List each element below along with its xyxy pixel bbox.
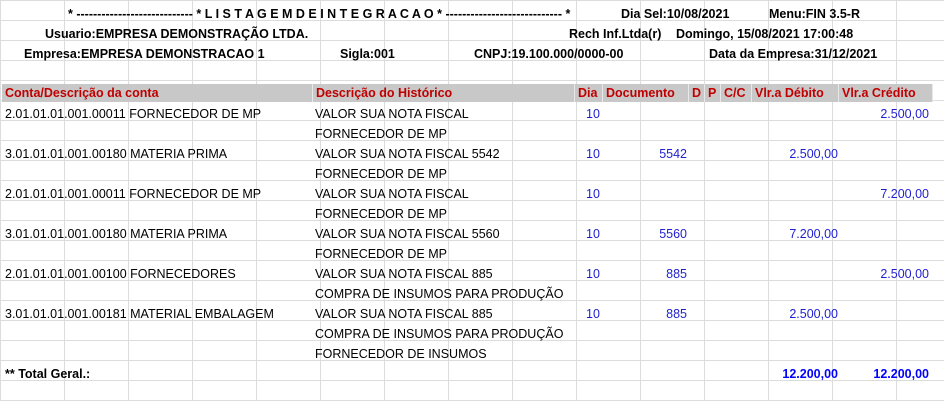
history-line-1: VALOR SUA NOTA FISCAL <box>315 107 469 121</box>
day-cell: 10 <box>586 307 600 321</box>
debit-cell: 2.500,00 <box>789 147 838 161</box>
company-date: Data da Empresa:31/12/2021 <box>709 47 878 61</box>
document-cell: 885 <box>666 267 687 281</box>
account-cell: 2.01.01.01.001.00011 FORNECEDOR DE MP <box>5 187 262 201</box>
day-cell: 10 <box>586 227 600 241</box>
total-credit: 12.200,00 <box>873 367 929 381</box>
history-line-2: FORNECEDOR DE MP <box>315 167 447 181</box>
document-cell: 5542 <box>659 147 687 161</box>
credit-cell: 2.500,00 <box>880 267 929 281</box>
document-cell: 885 <box>666 307 687 321</box>
day-cell: 10 <box>586 107 600 121</box>
company-label: Empresa:EMPRESA DEMONSTRACAO 1 <box>24 47 265 61</box>
table-row[interactable] <box>0 224 944 264</box>
history-line-1: VALOR SUA NOTA FISCAL 5542 <box>315 147 500 161</box>
credit-cell: 7.200,00 <box>880 187 929 201</box>
credit-cell: 2.500,00 <box>880 107 929 121</box>
document-cell: 5560 <box>659 227 687 241</box>
account-cell: 3.01.01.01.001.00180 MATERIA PRIMA <box>5 147 228 161</box>
debit-cell: 2.500,00 <box>789 307 838 321</box>
col-header-conta[interactable]: Conta/Descrição da conta <box>2 84 313 102</box>
debit-cell: 7.200,00 <box>789 227 838 241</box>
col-header-p[interactable]: P <box>705 84 721 102</box>
selected-day: Dia Sel:10/08/2021 <box>621 7 730 21</box>
table-row[interactable] <box>0 264 944 304</box>
day-cell: 10 <box>586 267 600 281</box>
total-debit: 12.200,00 <box>782 367 838 381</box>
history-line-2: FORNECEDOR DE MP <box>315 127 447 141</box>
history-line-1: VALOR SUA NOTA FISCAL 885 <box>315 307 493 321</box>
total-label: ** Total Geral.: <box>5 367 91 381</box>
col-header-cc[interactable]: C/C <box>721 84 752 102</box>
rech-label: Rech Inf.Ltda(r) <box>569 27 662 41</box>
col-header-debito[interactable]: Vlr.a Débito <box>752 84 839 102</box>
history-line-2: FORNECEDOR DE MP <box>315 247 447 261</box>
col-header-credito[interactable]: Vlr.a Crédito <box>839 84 933 102</box>
sigla-label: Sigla:001 <box>340 47 395 61</box>
history-line-1: VALOR SUA NOTA FISCAL <box>315 187 469 201</box>
account-cell: 2.01.01.01.001.00011 FORNECEDOR DE MP <box>5 107 262 121</box>
menu-code: Menu:FIN 3.5-R <box>769 7 860 21</box>
history-line-2: COMPRA DE INSUMOS PARA PRODUÇÃO <box>315 327 564 341</box>
col-header-d[interactable]: D <box>689 84 705 102</box>
cnpj-label: CNPJ:19.100.000/0000-00 <box>474 47 624 61</box>
total-row[interactable] <box>0 364 944 386</box>
history-line-2: COMPRA DE INSUMOS PARA PRODUÇÃO <box>315 287 564 301</box>
col-header-dia[interactable]: Dia <box>575 84 603 102</box>
history-line-1: VALOR SUA NOTA FISCAL 885 <box>315 267 493 281</box>
user-label: Usuario:EMPRESA DEMONSTRAÇÃO LTDA. <box>45 27 309 41</box>
account-cell: 3.01.01.01.001.00181 MATERIAL EMBALAGEM <box>5 307 274 321</box>
table-row[interactable] <box>0 104 944 144</box>
account-cell: 2.01.01.01.001.00100 FORNECEDORES <box>5 267 236 281</box>
account-cell: 3.01.01.01.001.00180 MATERIA PRIMA <box>5 227 228 241</box>
history-line-2: FORNECEDOR DE MP <box>315 207 447 221</box>
history-line-3: FORNECEDOR DE INSUMOS <box>315 347 487 361</box>
report-title-line: * ---------------------------- * L I S T A G E M D E I N T E G R A C A O * ---------------------------- * <box>68 7 571 21</box>
table-row[interactable] <box>0 304 944 364</box>
table-row[interactable] <box>0 144 944 184</box>
col-header-documento[interactable]: Documento <box>603 84 689 102</box>
report-datetime: Domingo, 15/08/2021 17:00:48 <box>676 27 854 41</box>
col-header-historico[interactable]: Descrição do Histórico <box>313 84 575 102</box>
history-line-1: VALOR SUA NOTA FISCAL 5560 <box>315 227 500 241</box>
day-cell: 10 <box>586 187 600 201</box>
day-cell: 10 <box>586 147 600 161</box>
table-row[interactable] <box>0 184 944 224</box>
